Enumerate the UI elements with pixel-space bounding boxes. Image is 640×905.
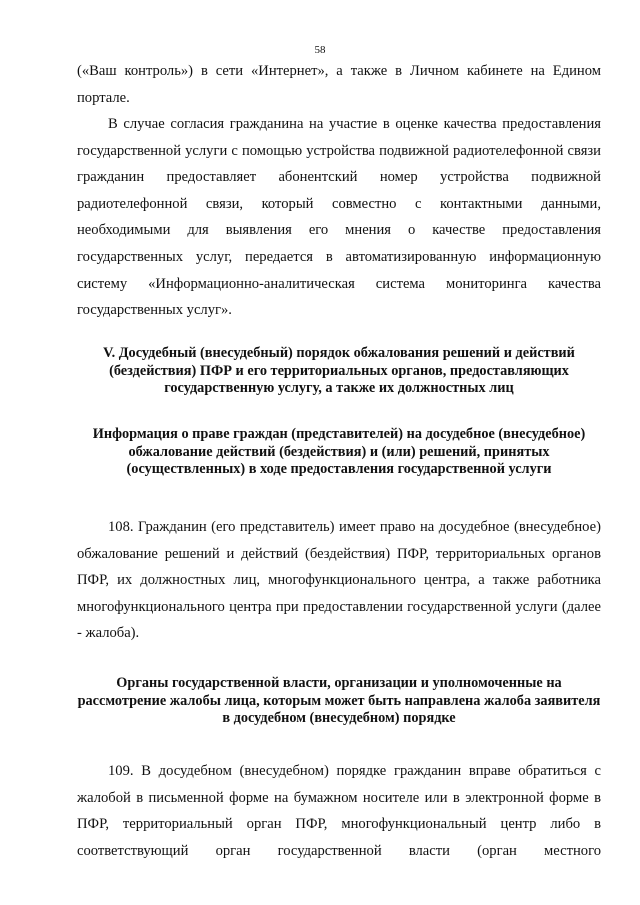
paragraph-continuation (77, 58, 601, 111)
paragraph-109 (77, 758, 601, 864)
subheading-appeal-rights: Информация о праве граждан (представителей) на досудебное (внесудебное) обжалование действий (бездействия) и (или) решений, принятых (осуществленных) в ходе предоставления государственной услуги (92, 426, 586, 477)
paragraph-109-text: 109. В досудебном (внесудебном) порядке гражданин вправе обратиться с жалобой в письменной форме на бумажном носителе или в электронной форме в ПФР, территориальный орган ПФР, многофункциональный центр либо в соответствующий орган государственной власти (орган местного (77, 763, 601, 859)
page-number: 58 (314, 44, 326, 56)
paragraph-consent (77, 111, 601, 324)
section-heading-v: V. Досудебный (внесудебный) порядок обжалования решений и действий (бездействия) ПФР и его территориальных органов, предоставляющих государственную услугу, а также их должностных лиц (103, 345, 575, 396)
paragraph-108 (77, 514, 601, 647)
paragraph-108-text: 108. Гражданин (его представитель) имеет право на досудебное (внесудебное) обжалование решений и действий (бездействия) ПФР, территориальных органов ПФР, их должностных лиц, многофункционального центра, а также работника многофункционального центра при предоставлении государственной услуги (далее - жалоба). (77, 519, 601, 642)
paragraph-consent-text: В случае согласия гражданина на участие в оценке качества предоставления государственной услуги с помощью устройства подвижной радиотелефонной связи гражданин предоставляет абонентский номер устройства подвижной радиотелефонной связи, который совместно с контактными данными, необходимыми для выявления его мнения о качестве предоставления государственных услуг, передается в автоматизированную информационную систему «Информационно-аналитическая система мониторинга качества государственных услуг». (77, 116, 601, 319)
paragraph-continuation-text: («Ваш контроль») в сети «Интернет», а также в Личном кабинете на Едином портале. (77, 63, 601, 106)
subheading-appeal-bodies: Органы государственной власти, организации и уполномоченные на рассмотрение жалобы лица, которым может быть направлена жалоба заявителя в досудебном (внесудебном) порядке (77, 675, 601, 726)
